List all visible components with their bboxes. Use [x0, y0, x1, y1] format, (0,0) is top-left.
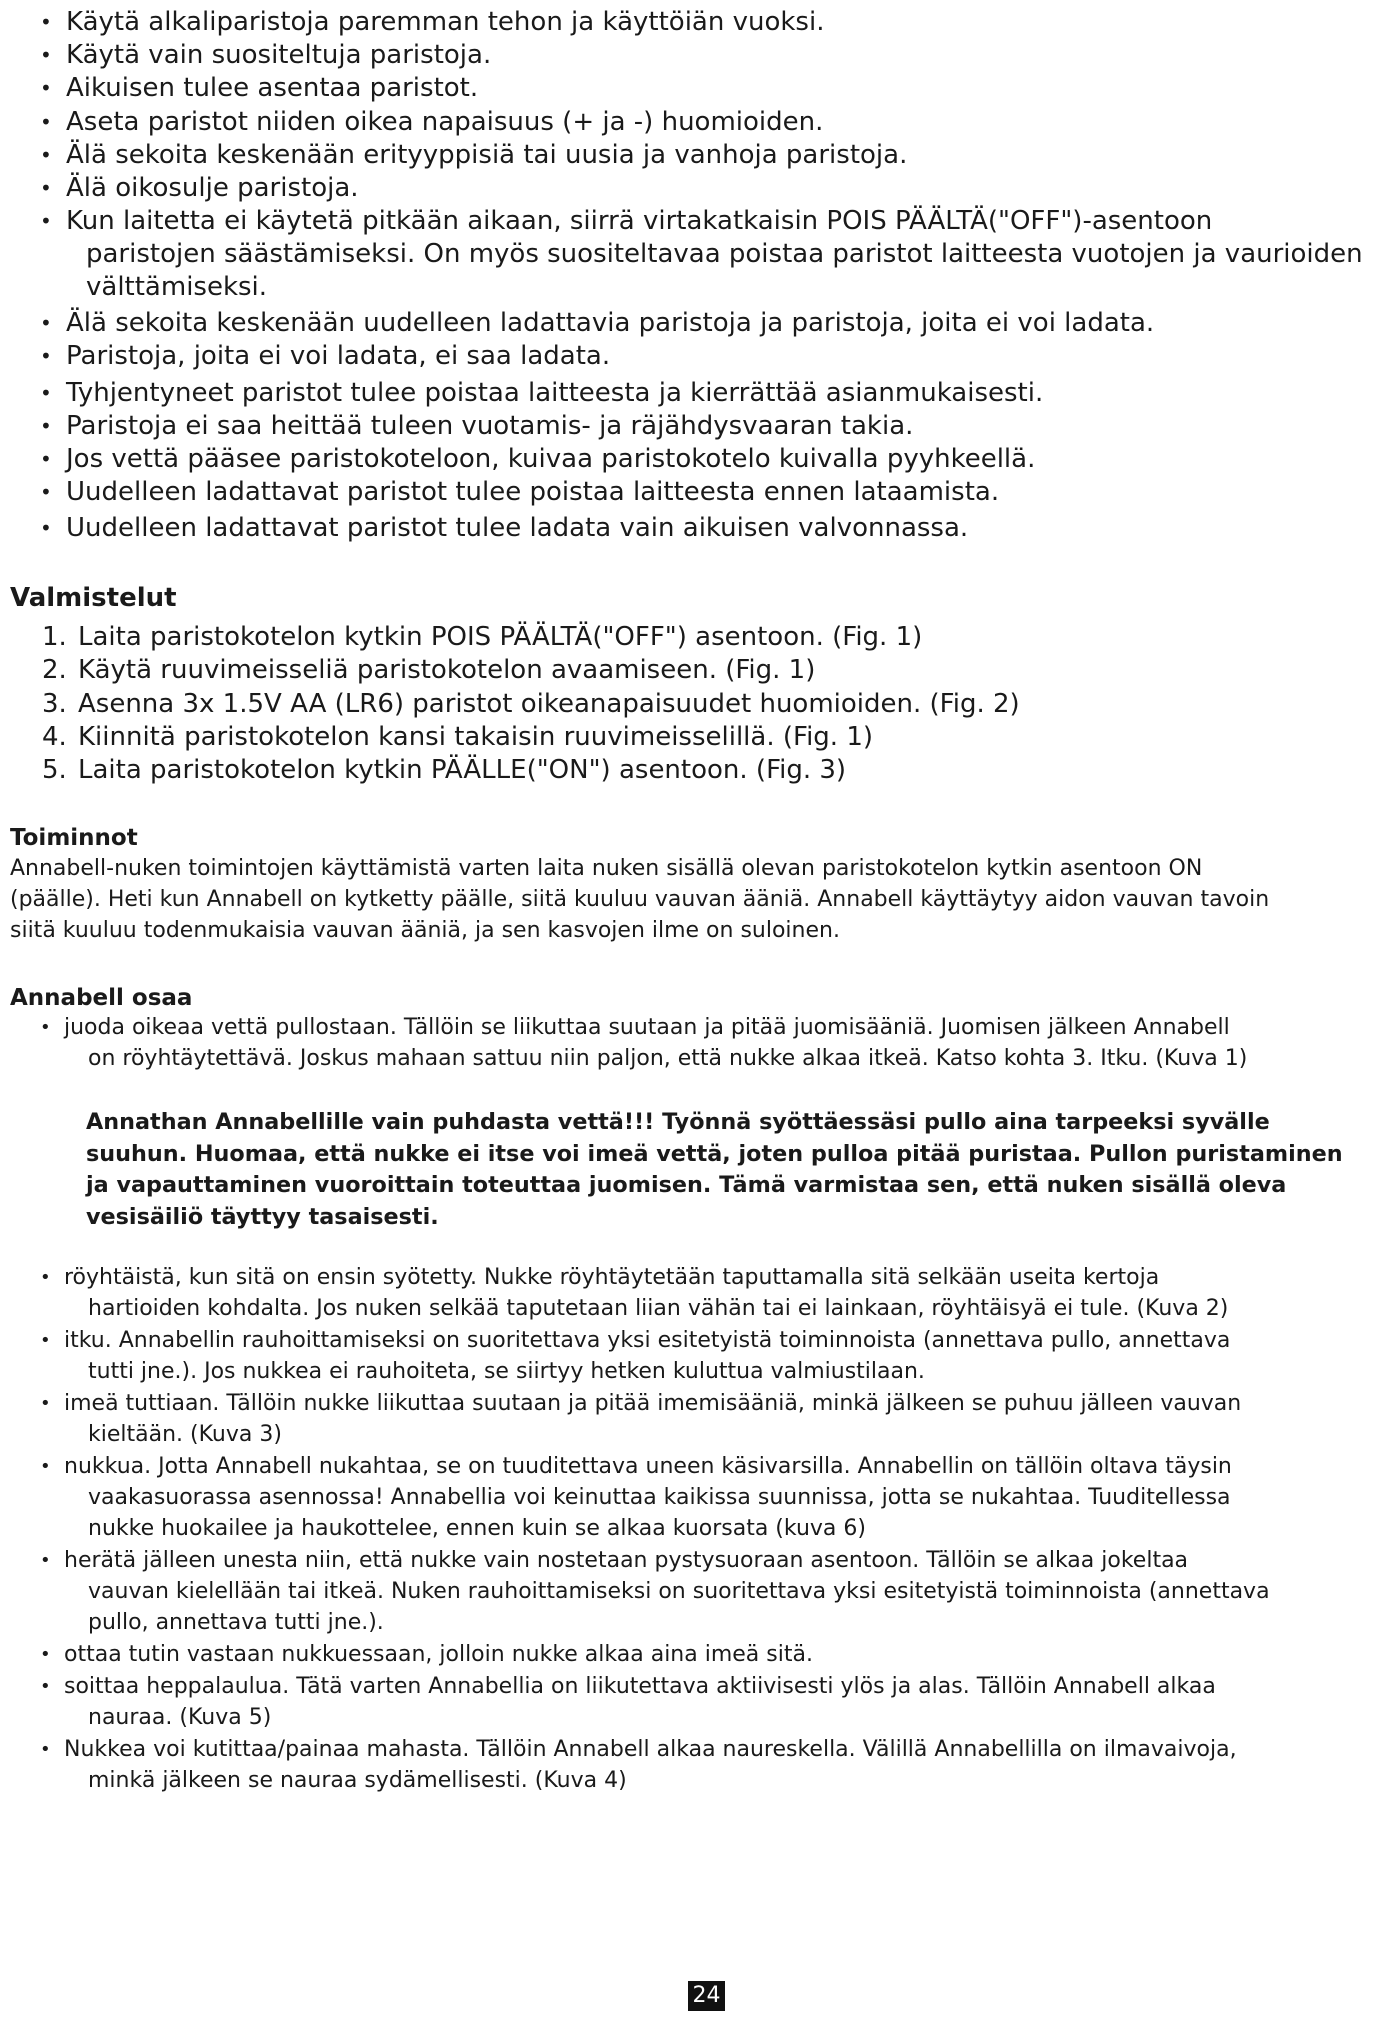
- list-item-line: paristojen säästämiseksi. On myös suositeltavaa poistaa paristot laitteesta vuotojen ja vaurioiden: [86, 239, 1363, 270]
- step-item: [42, 654, 1020, 687]
- list-item-line: minkä jälkeen se nauraa sydämellisesti. (Kuva 4): [88, 1768, 627, 1793]
- list-item: [36, 1388, 1356, 1450]
- list-item-line: herätä jälleen unesta niin, että nukke vain nostetaan pystysuoraan asentoon. Tällöin se alkaa jokeltaa: [64, 1548, 1189, 1573]
- list-item-line: kieltään. (Kuva 3): [88, 1422, 282, 1447]
- water-note: [86, 1107, 1356, 1233]
- page-number: 24: [688, 1981, 725, 2011]
- step-number: 1.: [42, 622, 67, 652]
- list-item-line: imeä tuttiaan. Tällöin nukke liikuttaa suutaan ja pitää imemisääniä, minkä jälkeen se puhuu jälleen vauvan: [64, 1391, 1242, 1416]
- step-item: [42, 621, 1020, 654]
- functions-paragraph: [10, 853, 1370, 946]
- step-number: 2.: [42, 655, 67, 686]
- list-item: • Aikuisen tulee asentaa paristot.: [36, 72, 1366, 105]
- list-item: [36, 1545, 1356, 1638]
- note-line: Annathan Annabellille vain puhdasta vettä!!! Työnnä syöttäessäsi pullo aina tarpeeksi syvälle: [86, 1109, 1270, 1135]
- abilities-list-top: [36, 1012, 1356, 1074]
- list-item-line: juoda oikeaa vettä pullostaan. Tällöin se liikuttaa suutaan ja pitää juomisääniä. Juomisen jälkeen Annabell: [64, 1015, 1230, 1040]
- step-item: [42, 688, 1020, 721]
- step-text: Laita paristokotelon kytkin POIS PÄÄLTÄ("OFF") asentoon. (Fig. 1): [78, 622, 923, 652]
- list-item: • Älä sekoita keskenään uudelleen ladattavia paristoja ja paristoja, joita ei voi ladata.: [36, 307, 1366, 340]
- list-item: [36, 1451, 1356, 1544]
- section-heading-functions: Toiminnot: [10, 825, 138, 851]
- note-line: vesisäiliö täyttyy tasaisesti.: [86, 1203, 439, 1230]
- list-item-line: tutti jne.). Jos nukkea ei rauhoiteta, se siirtyy hetken kuluttua valmiustilaan.: [88, 1359, 925, 1384]
- step-item: [42, 754, 1020, 787]
- list-item-line: hartioiden kohdalta. Jos nuken selkää taputetaan liian vähän tai ei lainkaan, röyhtäisyä ei tule. (Kuva 2): [88, 1296, 1229, 1321]
- list-item-line: itku. Annabellin rauhoittamiseksi on suoritettava yksi esitetyistä toiminnoista (annettava pullo, annettava: [64, 1328, 1231, 1353]
- list-item-line: Nukkea voi kutittaa/painaa mahasta. Tällöin Annabell alkaa naureskella. Välillä Annabellilla on ilmavaivoja,: [64, 1737, 1237, 1762]
- list-item-line: nauraa. (Kuva 5): [88, 1705, 272, 1730]
- list-item: [36, 205, 1366, 304]
- step-text: Kiinnitä paristokotelon kansi takaisin ruuvimeisselillä. (Fig. 1): [78, 721, 874, 752]
- list-item-line: välttämiseksi.: [86, 272, 268, 303]
- battery-warnings-list: [36, 6, 1366, 546]
- list-item: • Käytä alkaliparistoja paremman tehon ja käyttöiän vuoksi.: [36, 6, 1366, 39]
- step-text: Laita paristokotelon kytkin PÄÄLLE("ON") asentoon. (Fig. 3): [78, 755, 847, 786]
- list-item: • Käytä vain suositeltuja paristoja.: [36, 39, 1366, 72]
- note-line: suuhun. Huomaa, että nukke ei itse voi imeä vettä, joten pulloa pitää puristaa. Pullon puristaminen: [86, 1140, 1343, 1167]
- list-item: [36, 1262, 1356, 1324]
- list-item: • Älä oikosulje paristoja.: [36, 172, 1366, 205]
- list-item-line: Kun laitetta ei käytetä pitkään aikaan, siirrä virtakatkaisin POIS PÄÄLTÄ("OFF")-asentoon: [66, 206, 1213, 237]
- list-item-line: vaakasuorassa asennossa! Annabellia voi keinuttaa kaikissa suunnissa, jotta se nukahtaa. Tuuditellessa: [88, 1485, 1231, 1510]
- list-item: [36, 1639, 1356, 1670]
- list-item: • Uudelleen ladattavat paristot tulee ladata vain aikuisen valvonnassa.: [36, 512, 1366, 545]
- paragraph-line: (päälle). Heti kun Annabell on kytketty päälle, siitä kuuluu vauvan ääniä. Annabell käyttäytyy aidon vauvan tavoin: [10, 887, 1270, 912]
- list-item: • Älä sekoita keskenään erityyppisiä tai uusia ja vanhoja paristoja.: [36, 139, 1366, 172]
- paragraph-line: Annabell-nuken toimintojen käyttämistä varten laita nuken sisällä olevan paristokotelon kytkin asentoon ON: [10, 856, 1203, 881]
- list-item: • Paristoja ei saa heittää tuleen vuotamis- ja räjähdysvaaran takia.: [36, 410, 1366, 443]
- list-item: [36, 1671, 1356, 1733]
- list-item: • Aseta paristot niiden oikea napaisuus (+ ja -) huomioiden.: [36, 106, 1366, 139]
- list-item: • Jos vettä pääsee paristokoteloon, kuivaa paristokotelo kuivalla pyyhkeellä.: [36, 443, 1366, 476]
- step-text: Asenna 3x 1.5V AA (LR6) paristot oikeanapaisuudet huomioiden. (Fig. 2): [78, 688, 1020, 719]
- list-item: [36, 1734, 1356, 1796]
- list-item-line: vauvan kielellään tai itkeä. Nuken rauhoittamiseksi on suoritettava yksi esitetyistä toiminnoista (annettava: [88, 1579, 1270, 1604]
- list-item-line: soittaa heppalaulua. Tätä varten Annabellia on liikutettava aktiivisesti ylös ja alas. Tällöin Annabell alkaa: [64, 1674, 1216, 1699]
- list-item-line: nukke huokailee ja haukottelee, ennen kuin se alkaa kuorsata (kuva 6): [88, 1516, 866, 1541]
- step-item: [42, 721, 1020, 754]
- list-item: • Uudelleen ladattavat paristot tulee poistaa laitteesta ennen lataamista.: [36, 476, 1366, 509]
- step-number: 4.: [42, 721, 67, 752]
- step-number: 3.: [42, 688, 67, 719]
- note-line: ja vapauttaminen vuoroittain toteuttaa juomisen. Tämä varmistaa sen, että nuken sisällä oleva: [86, 1172, 1287, 1198]
- list-item: • Paristoja, joita ei voi ladata, ei saa ladata.: [36, 340, 1366, 373]
- section-heading-abilities: Annabell osaa: [10, 985, 193, 1011]
- section-heading-preparation: Valmistelut: [10, 583, 177, 613]
- paragraph-line: siitä kuuluu todenmukaisia vauvan ääniä, ja sen kasvojen ilme on suloinen.: [10, 918, 840, 943]
- list-item: [36, 1012, 1356, 1074]
- list-item-line: röyhtäistä, kun sitä on ensin syötetty. Nukke röyhtäytetään taputtamalla sitä selkään useita kertoja: [64, 1265, 1160, 1290]
- list-item-line: pullo, annettava tutti jne.).: [88, 1610, 384, 1635]
- list-item: • Tyhjentyneet paristot tulee poistaa laitteesta ja kierrättää asianmukaisesti.: [36, 377, 1366, 410]
- abilities-list: [36, 1262, 1356, 1797]
- step-number: 5.: [42, 755, 67, 786]
- list-item-line: on röyhtäytettävä. Joskus mahaan sattuu niin paljon, että nukke alkaa itkeä. Katso kohta 3. Itku. (Kuva 1): [88, 1046, 1248, 1071]
- list-item-line: nukkua. Jotta Annabell nukahtaa, se on tuuditettava uneen käsivarsilla. Annabellin on tällöin oltava täysin: [64, 1454, 1232, 1479]
- list-item: [36, 1325, 1356, 1387]
- step-text: Käytä ruuvimeisseliä paristokotelon avaamiseen. (Fig. 1): [78, 655, 816, 686]
- preparation-steps: [42, 621, 1020, 787]
- list-item-line: ottaa tutin vastaan nukkuessaan, jolloin nukke alkaa aina imeä sitä.: [64, 1642, 813, 1667]
